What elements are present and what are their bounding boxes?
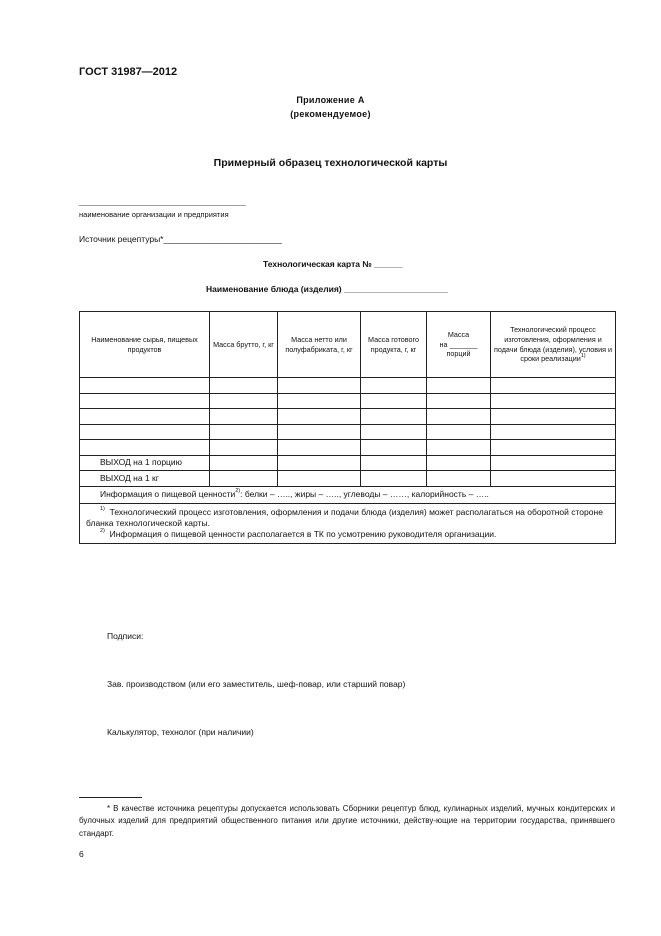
appendix-status: (рекомендуемое)	[290, 109, 371, 119]
col-header-portions-line3: порций	[446, 349, 471, 359]
nutrition-values: : белки – ….., жиры – ….., углеводы – ……, калорийность – …..	[240, 488, 489, 499]
footnote-mark-1: 1)	[580, 353, 586, 360]
table-row	[80, 440, 616, 456]
org-caption: наименование организации и предприятия	[79, 210, 229, 219]
table-row	[80, 393, 616, 409]
col-header-gross: Масса брутто, г, кг	[210, 312, 278, 378]
table-row	[80, 424, 616, 440]
table-row	[80, 378, 616, 394]
col-header-portions	[427, 312, 491, 378]
col-header-ingredients: Наименование сырья, пищевых продуктов	[80, 312, 210, 378]
note-2-mark: 2)	[100, 528, 105, 535]
table-header-row	[80, 312, 616, 378]
col-header-portions-line2: на _______	[439, 339, 478, 349]
note-1-text: Технологический процесс изготовления, оформления и подачи блюда (изделия) может располагаться на оборотной стороне бланка технологической карты.	[86, 506, 603, 528]
col-header-net: Масса нетто или полуфабриката, г, кг	[278, 312, 361, 378]
signature-calculator: Калькулятор, технолог (при наличии)	[107, 727, 254, 737]
note-1-mark: 1)	[100, 505, 105, 512]
dish-name: Наименование блюда (изделия) ______________________	[206, 284, 448, 294]
nutrition-info	[80, 486, 616, 503]
page-number: 6	[79, 849, 84, 859]
table-row	[80, 409, 616, 425]
org-blank-line: ________________________________________	[79, 197, 246, 206]
signatures-label: Подписи:	[107, 631, 144, 641]
yield-kg-row	[80, 471, 616, 487]
col-header-process	[491, 312, 616, 378]
note-2-text: Информация о пищевой ценности располагается в ТК по усмотрению руководителя организации.	[109, 529, 497, 540]
nutrition-row	[80, 486, 616, 503]
nutrition-prefix: Информация о пищевой ценности	[100, 488, 236, 499]
footnote-mark-2: 2)	[235, 487, 241, 494]
signature-head-chef: Зав. производством (или его заместитель, шеф-повар, или старший повар)	[107, 679, 406, 689]
footnote-divider	[79, 797, 142, 798]
footnote-text: * В качестве источника рецептуры допускается использовать Сборники рецептур блюд, кулинарных изделий, мучных кондитерских и булочных изделий для предприятий общественного питания или другие источники, действу-ющие на территории государства, принявшего стандарт.	[79, 804, 615, 838]
table-note-2	[86, 529, 611, 540]
col-header-process-text: Технологический процесс изготовления, оформления и подачи блюда (изделия), условия и сроки реализации	[493, 325, 613, 364]
recipe-source: Источник рецептуры*_________________________	[79, 234, 282, 244]
appendix-label: Приложение А	[296, 95, 365, 105]
yield-portion-label: ВЫХОД на 1 порцию	[80, 455, 210, 471]
card-number: Технологическая карта № ______	[263, 259, 403, 269]
col-header-portions-line1: Масса	[447, 329, 470, 339]
col-header-finished: Масса готового продукта, г, кг	[361, 312, 427, 378]
tech-card-table	[79, 311, 616, 544]
standard-header: ГОСТ 31987—2012	[79, 66, 178, 78]
yield-kg-label: ВЫХОД на 1 кг	[80, 471, 210, 487]
table-note-1	[86, 507, 611, 530]
notes-row	[80, 503, 616, 543]
document-title: Примерный образец технологической карты	[213, 157, 448, 169]
table-notes	[80, 503, 616, 543]
yield-portion-row	[80, 455, 616, 471]
